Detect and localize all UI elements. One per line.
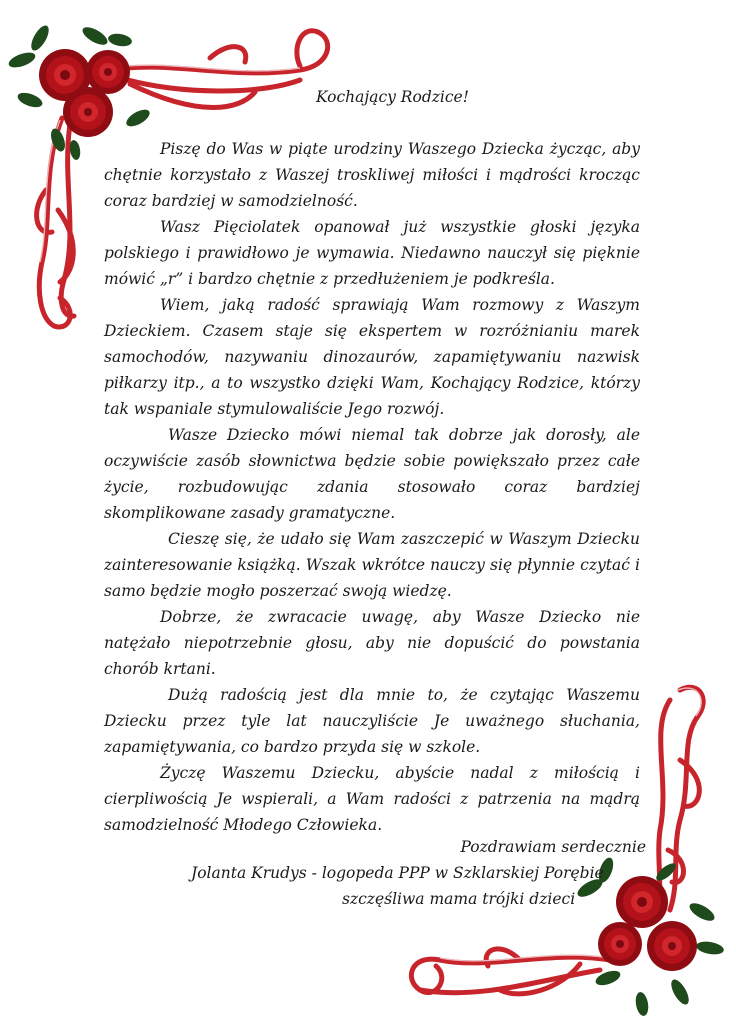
letter-paragraph: Cieszę się, że udało się Wam zaszczepić w Waszym Dziecku zainteresowanie książką. Wszak wkrótce nauczy się płynnie czytać i samo będzie mogło poszerzać swoją wiedzę. bbox=[104, 530, 640, 600]
letter-paragraph: Dobrze, że zwracacie uwagę, aby Wasze Dziecko nie natężało niepotrzebnie głosu, aby nie dopuścić do powstania chorób krtani. bbox=[104, 608, 640, 678]
letter-paragraph: Wasz Pięciolatek opanował już wszystkie głoski języka polskiego i prawidłowo je wymawia. Niedawno nauczył się pięknie mówić „r” i bardzo chętnie z przedłużeniem je podkreśla. bbox=[104, 218, 640, 288]
letter-greeting: Kochający Rodzice! bbox=[316, 88, 469, 106]
letter-closing: Pozdrawiam serdecznie bbox=[460, 838, 646, 856]
letter-signature: Jolanta Krudys - logopeda PPP w Szklarskiej Porębie bbox=[191, 864, 604, 882]
letter-paragraph: Życzę Waszemu Dziecku, abyście nadal z miłością i cierpliwością Je wspierali, a Wam radości z patrzenia na mądrą samodzielność Młodego Człowieka. bbox=[104, 764, 640, 834]
letter-body bbox=[104, 136, 640, 838]
letter-paragraph: Wasze Dziecko mówi niemal tak dobrze jak dorosły, ale oczywiście zasób słownictwa będzie sobie powiększało przez całe życie, rozbudowując zdania stosowało coraz bardziej skomplikowane zasady gramatyczne. bbox=[104, 426, 640, 522]
letter-paragraph: Wiem, jaką radość sprawiają Wam rozmowy z Waszym Dzieckiem. Czasem staje się ekspertem w rozróżnianiu marek samochodów, nazywaniu dinozaurów, zapamiętywaniu nazwisk piłkarzy itp., a to wszystko dzięki Wam, Kochający Rodzice, którzy tak wspaniale stymulowaliście Jego rozwój. bbox=[104, 296, 640, 418]
letter-paragraph: Dużą radością jest dla mnie to, że czytając Waszemu Dziecku przez tyle lat nauczyliście Je uważnego słuchania, zapamiętywania, co bardzo przyda się w szkole. bbox=[104, 686, 640, 756]
letter-paragraph: Piszę do Was w piąte urodziny Waszego Dziecka życząc, aby chętnie korzystało z Waszej troskliwej miłości i mądrości krocząc coraz bardziej w samodzielność. bbox=[104, 140, 640, 210]
letter-signature-note: szczęśliwa mama trójki dzieci bbox=[342, 890, 576, 908]
